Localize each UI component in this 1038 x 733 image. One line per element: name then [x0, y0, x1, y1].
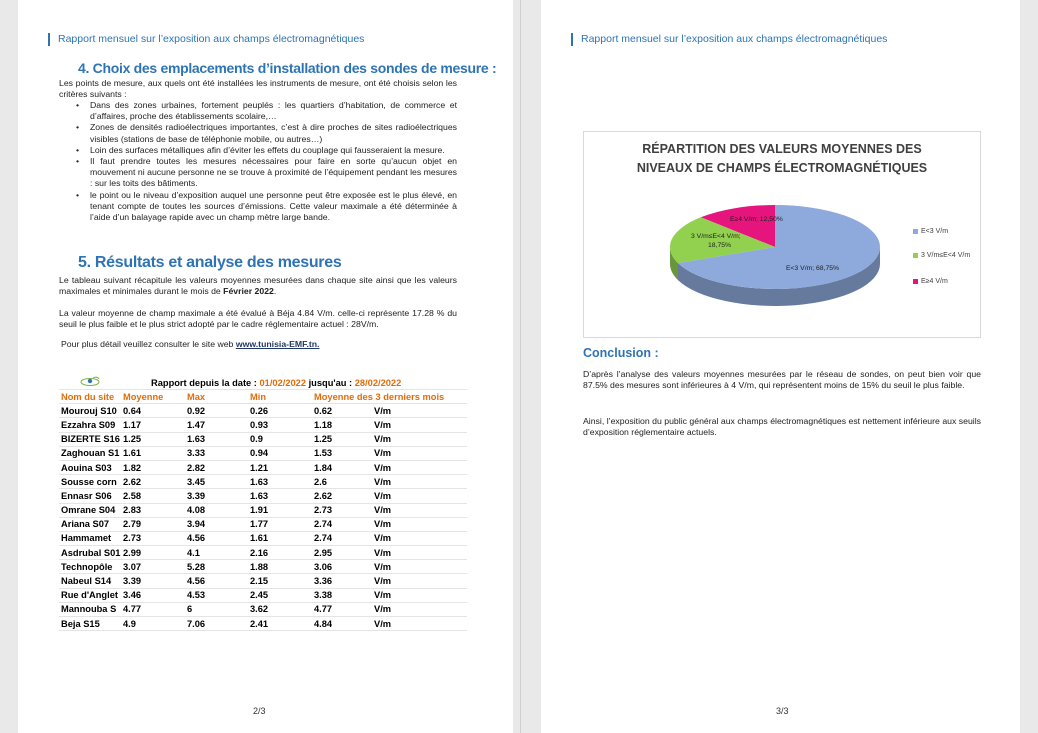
table-row — [59, 432, 467, 446]
table-logo-cell — [59, 376, 121, 390]
table-cell: Zaghouan S1 — [59, 446, 121, 460]
legend-item-low: E<3 V/m — [913, 228, 948, 235]
table-cell: 3.06 V/m — [312, 560, 467, 574]
table-cell: Asdrubal S01 — [59, 546, 121, 560]
table-row — [59, 517, 467, 531]
table-cell: 1.21 — [248, 460, 312, 474]
table-cell: 2.15 — [248, 574, 312, 588]
table-cell: 1.84 V/m — [312, 460, 467, 474]
running-header: Rapport mensuel sur l’exposition aux champs électromagnétiques — [48, 33, 364, 46]
table-cell: 1.63 — [248, 475, 312, 489]
table-cell: Technopôle — [59, 560, 121, 574]
table-cell: 0.93 — [248, 418, 312, 432]
table-cell: 4.77 — [121, 602, 185, 616]
data-label-mid-1: 3 V/m≤E<4 V/m; — [691, 233, 741, 240]
table-row — [59, 574, 467, 588]
chart-title-line-1: RÉPARTITION DES VALEURS MOYENNES DES — [642, 142, 922, 156]
page-number: 3/3 — [776, 706, 789, 716]
data-label-mid-2: 18,75% — [708, 242, 732, 249]
table-cell: 3.94 — [185, 517, 248, 531]
table-cell: 3.45 — [185, 475, 248, 489]
table-cell: 1.53 V/m — [312, 446, 467, 460]
table-cell: 4.1 — [185, 546, 248, 560]
table-cell: Hammamet — [59, 531, 121, 545]
column-header: Nom du site — [59, 390, 121, 404]
table-cell: Omrane S04 — [59, 503, 121, 517]
table-cell: 3.39 — [121, 574, 185, 588]
column-header: Moyenne des 3 derniers mois — [312, 390, 467, 404]
table-row — [59, 617, 467, 631]
table-cell: 2.74 V/m — [312, 517, 467, 531]
table-row — [59, 588, 467, 602]
table-cell: Ennasr S06 — [59, 489, 121, 503]
table-cell: 2.73 V/m — [312, 503, 467, 517]
section-4-intro: Les points de mesure, aux quels ont été installées les instruments de mesure, ont été choisis selon les critères suivants : — [59, 78, 457, 100]
table-cell: 2.74 V/m — [312, 531, 467, 545]
table-cell: 2.6 V/m — [312, 475, 467, 489]
table-cell: 3.46 — [121, 588, 185, 602]
table-cell: 1.25 — [121, 432, 185, 446]
table-cell: 3.62 — [248, 602, 312, 616]
table-cell: 1.63 — [248, 489, 312, 503]
table-cell: 2.62 V/m — [312, 489, 467, 503]
table-cell: 7.06 — [185, 617, 248, 631]
data-label-low: E<3 V/m; 68,75% — [786, 265, 840, 272]
website-link[interactable]: www.tunisia-EMF.tn. — [235, 339, 320, 349]
data-label-high: E≥4 V/m; 12,50% — [730, 216, 783, 223]
table-row — [59, 418, 467, 432]
page-3 — [541, 0, 1020, 733]
table-cell: 3.07 — [121, 560, 185, 574]
table-row — [59, 460, 467, 474]
table-cell: 1.82 — [121, 460, 185, 474]
table-cell: Ezzahra S09 — [59, 418, 121, 432]
table-title: Rapport depuis la date : 01/02/2022 jusqu'au : 28/02/2022 — [121, 376, 467, 390]
table-row — [59, 404, 467, 418]
table-cell: BIZERTE S16 — [59, 432, 121, 446]
table-cell: 2.95 V/m — [312, 546, 467, 560]
table-cell: 4.77 V/m — [312, 602, 467, 616]
table-cell: 5.28 — [185, 560, 248, 574]
list-item: • Zones de densités radioélectriques importantes, c’est à dire proches de sites radioélectriques visibles (stations de base de téléphonie mobile, ou autres…) — [76, 122, 457, 144]
list-item: • Loin des surfaces métalliques afin d’éviter les effets du couplage qui fausseraient la mesure. — [76, 144, 445, 155]
table-cell: 4.84 V/m — [312, 617, 467, 631]
table-cell: 2.99 — [121, 546, 185, 560]
table-cell: Nabeul S14 — [59, 574, 121, 588]
table-body — [59, 404, 467, 631]
page-2 — [18, 0, 513, 733]
table-cell: 4.08 — [185, 503, 248, 517]
table-row — [59, 489, 467, 503]
table-row — [59, 503, 467, 517]
table-cell: 2.45 — [248, 588, 312, 602]
conclusion-paragraph-1: D’après l’analyse des valeurs moyennes mesurées par le réseau de sondes, on peut bien voir que 87.5% des mesures sont inférieures à 4 V/m, qui représentent moins de 15% du seuil le plus faible. — [583, 369, 981, 391]
table-cell: 3.39 — [185, 489, 248, 503]
table-cell: 2.82 — [185, 460, 248, 474]
running-header: Rapport mensuel sur l’exposition aux champs électromagnétiques — [571, 33, 887, 46]
table-cell: 4.56 — [185, 574, 248, 588]
table-cell: 0.62 V/m — [312, 404, 467, 418]
table-cell: 1.17 — [121, 418, 185, 432]
table-cell: 4.56 — [185, 531, 248, 545]
table-row — [59, 602, 467, 616]
table-cell: Ariana S07 — [59, 517, 121, 531]
conclusion-paragraph-2: Ainsi, l’exposition du public général aux champs électromagnétiques est nettement inférieure aux seuils d’exposition réglementaire actuels. — [583, 416, 981, 438]
table-cell: Aouina S03 — [59, 460, 121, 474]
table-cell: 1.25 V/m — [312, 432, 467, 446]
table-header-row — [59, 390, 467, 404]
column-header: Moyenne — [121, 390, 185, 404]
table-row — [59, 560, 467, 574]
table-row — [59, 475, 467, 489]
table-title-row — [59, 376, 467, 390]
table-cell: 3.38 V/m — [312, 588, 467, 602]
table-cell: 0.26 — [248, 404, 312, 418]
column-header: Max — [185, 390, 248, 404]
table-cell: 3.33 — [185, 446, 248, 460]
table-cell: 6 — [185, 602, 248, 616]
table-cell: 2.58 — [121, 489, 185, 503]
table-cell: 0.92 — [185, 404, 248, 418]
table-cell: 1.61 — [248, 531, 312, 545]
table-cell: 0.94 — [248, 446, 312, 460]
table-cell: Mannouba S — [59, 602, 121, 616]
measurements-table — [59, 376, 467, 631]
table-cell: 2.41 — [248, 617, 312, 631]
list-item: • Il faut prendre toutes les mesures nécessaires pour faire en sorte qu’aucun objet en mouvement ni aucune personne ne se trouve à proximité de l’équipement pendant les mesures : sur les toits des bâtiments. — [76, 156, 457, 189]
results-paragraph: Le tableau suivant récapitule les valeurs moyennes mesurées dans chaque site ainsi que les valeurs maximales et minimales durant le mois de Février 2022. — [59, 275, 457, 297]
column-header: Min — [248, 390, 312, 404]
table-cell: 1.47 — [185, 418, 248, 432]
section-5-title: 5. Résultats et analyse des mesures — [78, 254, 342, 271]
table-cell: 1.77 — [248, 517, 312, 531]
table-cell: 1.88 — [248, 560, 312, 574]
legend-swatch — [913, 279, 918, 284]
page-divider — [520, 0, 521, 733]
table-cell: 3.36 V/m — [312, 574, 467, 588]
table-cell: 4.9 — [121, 617, 185, 631]
pie-chart — [583, 131, 981, 338]
table-row — [59, 546, 467, 560]
legend-item-mid: 3 V/m≤E<4 V/m — [913, 252, 970, 259]
table-cell: 1.18 V/m — [312, 418, 467, 432]
website-paragraph: Pour plus détail veuillez consulter le site web www.tunisia-EMF.tn. — [61, 339, 320, 349]
table-cell: 2.73 — [121, 531, 185, 545]
logo-icon — [76, 376, 104, 387]
list-item: • le point ou le niveau d’exposition auquel une personne peut être exposée est le plus élevé, en tenant compte de toutes les sources d’émissions. Cette valeur maximale a été déterminée à l’aide d’un balayage rapide avec un champ mètre large bande. — [76, 189, 457, 223]
table-row — [59, 446, 467, 460]
table-cell: 2.83 — [121, 503, 185, 517]
table-cell: Beja S15 — [59, 617, 121, 631]
max-value-paragraph: La valeur moyenne de champ maximale a été évalué à Béja 4.84 V/m. celle-ci représente 17.28 % du seuil le plus faible et le plus strict adopté par le cadre réglementaire actuel : 28V/m. — [59, 308, 457, 330]
legend-item-high: E≥4 V/m — [913, 278, 948, 285]
page-number: 2/3 — [253, 706, 266, 716]
table-cell: 2.79 — [121, 517, 185, 531]
list-item: • Dans des zones urbaines, fortement peuplés : les quartiers d’habitation, de commerce et d’affaires, proche des établissements scolaire,… — [76, 100, 457, 122]
chart-title-line-2: NIVEAUX DE CHAMPS ÉLECTROMAGNÉTIQUES — [636, 161, 928, 175]
table-cell: 2.62 — [121, 475, 185, 489]
conclusion-title: Conclusion : — [583, 346, 659, 360]
criteria-list — [76, 100, 457, 223]
table-row — [59, 531, 467, 545]
table-cell: 0.9 — [248, 432, 312, 446]
section-4-title: 4. Choix des emplacements d’installation des sondes de mesure : — [78, 60, 497, 76]
table-cell: Mourouj S10 — [59, 404, 121, 418]
table-cell: Rue d'Anglet — [59, 588, 121, 602]
table-cell: 4.53 — [185, 588, 248, 602]
table-cell: 2.16 — [248, 546, 312, 560]
table-cell: Sousse corn — [59, 475, 121, 489]
table-cell: 1.61 — [121, 446, 185, 460]
table-cell: 0.64 — [121, 404, 185, 418]
table-cell: 1.63 — [185, 432, 248, 446]
table-cell: 1.91 — [248, 503, 312, 517]
legend-swatch — [913, 253, 918, 258]
legend-swatch — [913, 229, 918, 234]
